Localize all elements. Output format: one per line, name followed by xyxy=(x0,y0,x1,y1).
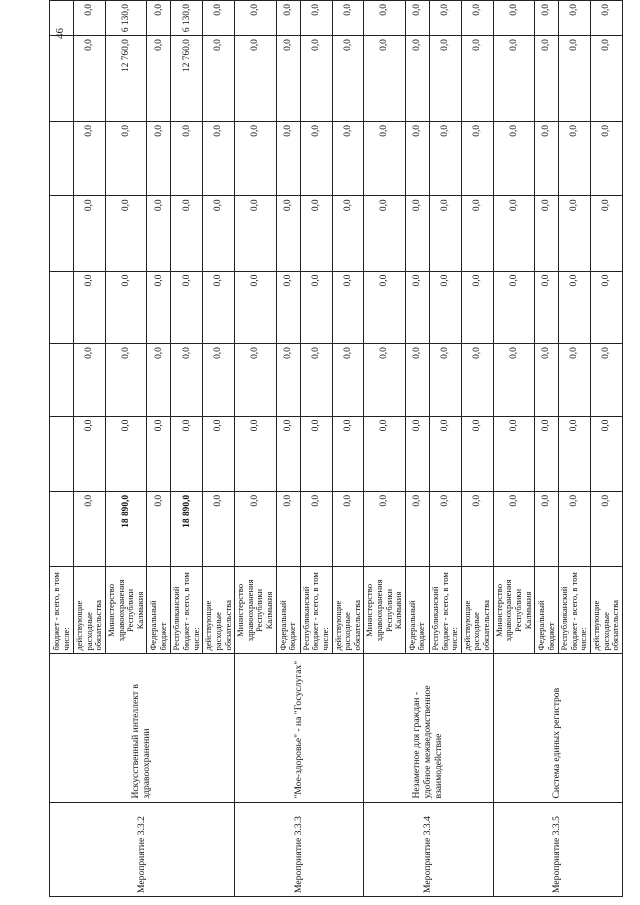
amount-cell: 0,0 xyxy=(332,122,364,196)
funding-source-cell: Министерство здравоохранения Республики Калмыкия xyxy=(105,567,147,654)
amount-cell: 0,0 xyxy=(535,491,559,566)
amount-cell: 0,0 xyxy=(276,196,300,271)
amount-cell: 0,0 xyxy=(559,416,591,491)
amount-cell: 0,0 xyxy=(105,271,147,343)
funding-source-cell: действующие расходные обязательства xyxy=(461,567,493,654)
amount-cell: 0,0 xyxy=(332,416,364,491)
amount-cell: 0,0 xyxy=(171,271,203,343)
amount-cell: 0,0 xyxy=(332,344,364,416)
amount-cell: 0,0 xyxy=(461,271,493,343)
amount-cell: 0,0 xyxy=(535,271,559,343)
amount-cell: 0,0 xyxy=(591,416,623,491)
amount-cell: 0,0 xyxy=(276,36,300,122)
funding-source-cell: Федеральный бюджет xyxy=(147,567,171,654)
table-row xyxy=(364,1,406,897)
funding-source-cell: Республиканский бюджет - всего, в том числе: xyxy=(300,567,332,654)
measure-code-cell: Мероприятие 3.3.3 xyxy=(235,802,364,896)
amount-cell: 0,0 xyxy=(147,122,171,196)
amount-cell: 0,0 xyxy=(559,122,591,196)
amount-cell: 0,0 xyxy=(429,122,461,196)
amount-cell: 0,0 xyxy=(364,196,406,271)
amount-cell: 0,0 xyxy=(276,491,300,566)
amount-cell: 0,0 xyxy=(493,491,535,566)
amount-cell: 0,0 xyxy=(535,196,559,271)
amount-cell: 0,0 xyxy=(74,1,106,36)
amount-cell: 0,0 xyxy=(429,491,461,566)
amount-cell: 0,0 xyxy=(300,271,332,343)
amount-cell: 0,0 xyxy=(591,344,623,416)
amount-cell: 0,0 xyxy=(364,271,406,343)
amount-cell: 0,0 xyxy=(300,122,332,196)
amount-cell: 0,0 xyxy=(461,36,493,122)
amount-cell: 0,0 xyxy=(405,196,429,271)
amount-cell: 12 760,0 xyxy=(105,36,147,122)
amount-cell: 0,0 xyxy=(235,416,277,491)
amount-cell: 0,0 xyxy=(405,416,429,491)
amount-cell: 0,0 xyxy=(74,36,106,122)
amount-cell: 0,0 xyxy=(203,196,235,271)
amount-cell: 0,0 xyxy=(300,36,332,122)
amount-cell xyxy=(50,491,74,566)
financing-table xyxy=(49,0,623,897)
funding-source-cell: Федеральный бюджет xyxy=(535,567,559,654)
amount-cell: 0,0 xyxy=(332,491,364,566)
amount-cell: 0,0 xyxy=(429,271,461,343)
amount-cell: 0,0 xyxy=(203,416,235,491)
measure-name-cell: "Мое-здоровье" - на "Госуслугах" xyxy=(235,654,364,802)
amount-cell: 0,0 xyxy=(535,1,559,36)
amount-cell: 0,0 xyxy=(429,344,461,416)
amount-cell xyxy=(50,196,74,271)
amount-cell: 0,0 xyxy=(535,122,559,196)
amount-cell: 0,0 xyxy=(300,491,332,566)
amount-cell: 0,0 xyxy=(105,416,147,491)
amount-cell xyxy=(50,122,74,196)
amount-cell: 0,0 xyxy=(559,491,591,566)
amount-cell: 0,0 xyxy=(591,122,623,196)
funding-source-cell: действующие расходные обязательства xyxy=(332,567,364,654)
amount-cell: 0,0 xyxy=(405,36,429,122)
amount-cell: 0,0 xyxy=(203,491,235,566)
amount-cell: 0,0 xyxy=(493,344,535,416)
amount-cell: 0,0 xyxy=(461,344,493,416)
amount-cell: 0,0 xyxy=(461,196,493,271)
table-row xyxy=(235,1,277,897)
amount-cell: 0,0 xyxy=(332,196,364,271)
amount-cell: 0,0 xyxy=(493,1,535,36)
amount-cell: 0,0 xyxy=(461,1,493,36)
measure-code-cell: Мероприятие 3.3.2 xyxy=(50,802,235,896)
amount-cell: 0,0 xyxy=(591,491,623,566)
amount-cell: 0,0 xyxy=(235,491,277,566)
amount-cell: 0,0 xyxy=(405,491,429,566)
amount-cell: 0,0 xyxy=(203,36,235,122)
amount-cell: 0,0 xyxy=(493,196,535,271)
amount-cell: 0,0 xyxy=(332,271,364,343)
amount-cell: 0,0 xyxy=(364,36,406,122)
amount-cell: 0,0 xyxy=(535,344,559,416)
amount-cell: 0,0 xyxy=(276,344,300,416)
funding-source-cell: Министерство здравоохранения Республики Калмыкия xyxy=(493,567,535,654)
amount-cell: 0,0 xyxy=(74,122,106,196)
amount-cell: 0,0 xyxy=(147,271,171,343)
amount-cell: 0,0 xyxy=(276,416,300,491)
amount-cell: 0,0 xyxy=(429,416,461,491)
amount-cell: 0,0 xyxy=(364,1,406,36)
amount-cell: 0,0 xyxy=(74,271,106,343)
amount-cell: 0,0 xyxy=(203,1,235,36)
measure-name-cell: Система единых регистров xyxy=(493,654,622,802)
amount-cell: 0,0 xyxy=(171,196,203,271)
amount-cell: 0,0 xyxy=(300,344,332,416)
funding-source-cell: Республиканский бюджет - всего, в том числе: xyxy=(429,567,461,654)
page-number: 46 xyxy=(54,28,66,39)
amount-cell: 0,0 xyxy=(235,1,277,36)
amount-cell: 0,0 xyxy=(171,122,203,196)
amount-cell: 6 130,0 xyxy=(171,1,203,36)
funding-source-cell: действующие расходные обязательства xyxy=(74,567,106,654)
amount-cell: 0,0 xyxy=(235,344,277,416)
amount-cell: 0,0 xyxy=(147,344,171,416)
amount-cell: 0,0 xyxy=(429,196,461,271)
amount-cell: 12 760,0 xyxy=(171,36,203,122)
funding-source-cell: Республиканский бюджет - всего, в том числе: xyxy=(171,567,203,654)
amount-cell: 0,0 xyxy=(74,416,106,491)
amount-cell: 0,0 xyxy=(405,1,429,36)
amount-cell: 0,0 xyxy=(300,196,332,271)
amount-cell: 0,0 xyxy=(276,271,300,343)
amount-cell: 0,0 xyxy=(364,416,406,491)
amount-cell: 0,0 xyxy=(147,491,171,566)
amount-cell: 0,0 xyxy=(364,344,406,416)
amount-cell: 0,0 xyxy=(203,122,235,196)
amount-cell: 0,0 xyxy=(74,344,106,416)
amount-cell: 0,0 xyxy=(300,1,332,36)
table-row xyxy=(493,1,535,897)
amount-cell: 0,0 xyxy=(300,416,332,491)
amount-cell: 0,0 xyxy=(147,1,171,36)
amount-cell: 0,0 xyxy=(591,36,623,122)
amount-cell: 0,0 xyxy=(147,416,171,491)
funding-source-cell: Федеральный бюджет xyxy=(405,567,429,654)
amount-cell: 0,0 xyxy=(235,36,277,122)
amount-cell: 0,0 xyxy=(591,271,623,343)
funding-source-cell: Федеральный бюджет xyxy=(276,567,300,654)
amount-cell xyxy=(50,36,74,122)
amount-cell: 0,0 xyxy=(147,36,171,122)
amount-cell: 0,0 xyxy=(105,122,147,196)
amount-cell: 0,0 xyxy=(147,196,171,271)
amount-cell: 0,0 xyxy=(74,196,106,271)
amount-cell: 0,0 xyxy=(235,271,277,343)
amount-cell: 0,0 xyxy=(364,491,406,566)
amount-cell: 0,0 xyxy=(559,271,591,343)
funding-source-cell: действующие расходные обязательства xyxy=(591,567,623,654)
amount-cell: 0,0 xyxy=(559,1,591,36)
amount-cell: 0,0 xyxy=(493,271,535,343)
amount-cell: 0,0 xyxy=(364,122,406,196)
funding-source-cell: Министерство здравоохранения Республики Калмыкия xyxy=(235,567,277,654)
amount-cell: 0,0 xyxy=(591,1,623,36)
amount-cell: 0,0 xyxy=(405,271,429,343)
measure-code-cell: Мероприятие 3.3.5 xyxy=(493,802,622,896)
table-row xyxy=(50,1,74,897)
amount-cell: 0,0 xyxy=(591,196,623,271)
amount-cell: 18 890,0 xyxy=(171,491,203,566)
amount-cell: 0,0 xyxy=(105,196,147,271)
amount-cell: 0,0 xyxy=(405,122,429,196)
funding-source-cell: бюджет - всего, в том числе: xyxy=(50,567,74,654)
amount-cell: 0,0 xyxy=(235,122,277,196)
amount-cell: 0,0 xyxy=(429,36,461,122)
amount-cell: 0,0 xyxy=(559,344,591,416)
amount-cell: 0,0 xyxy=(461,122,493,196)
amount-cell: 0,0 xyxy=(171,416,203,491)
amount-cell: 0,0 xyxy=(203,344,235,416)
amount-cell: 0,0 xyxy=(105,344,147,416)
amount-cell: 0,0 xyxy=(461,491,493,566)
amount-cell xyxy=(50,344,74,416)
amount-cell: 0,0 xyxy=(276,122,300,196)
funding-source-cell: Министерство здравоохранения Республики Калмыкия xyxy=(364,567,406,654)
amount-cell: 0,0 xyxy=(461,416,493,491)
amount-cell: 0,0 xyxy=(203,271,235,343)
amount-cell: 0,0 xyxy=(74,491,106,566)
amount-cell: 0,0 xyxy=(276,1,300,36)
amount-cell: 0,0 xyxy=(535,416,559,491)
amount-cell: 0,0 xyxy=(493,122,535,196)
measure-name-cell: Незаметное для граждан - удобное межведомственное взаимодействие xyxy=(364,654,493,802)
amount-cell: 0,0 xyxy=(535,36,559,122)
funding-source-cell: действующие расходные обязательства xyxy=(203,567,235,654)
amount-cell: 6 130,0 xyxy=(105,1,147,36)
amount-cell xyxy=(50,416,74,491)
amount-cell: 18 890,0 xyxy=(105,491,147,566)
amount-cell: 0,0 xyxy=(429,1,461,36)
measure-code-cell: Мероприятие 3.3.4 xyxy=(364,802,493,896)
amount-cell xyxy=(50,271,74,343)
amount-cell: 0,0 xyxy=(559,196,591,271)
amount-cell: 0,0 xyxy=(559,36,591,122)
measure-name-cell: Искусственный интеллект в здравоохранении xyxy=(50,654,235,802)
funding-source-cell: Республиканский бюджет - всего, в том числе: xyxy=(559,567,591,654)
amount-cell: 0,0 xyxy=(332,1,364,36)
amount-cell: 0,0 xyxy=(235,196,277,271)
amount-cell: 0,0 xyxy=(171,344,203,416)
amount-cell: 0,0 xyxy=(405,344,429,416)
amount-cell: 0,0 xyxy=(332,36,364,122)
amount-cell: 0,0 xyxy=(493,36,535,122)
amount-cell: 0,0 xyxy=(493,416,535,491)
